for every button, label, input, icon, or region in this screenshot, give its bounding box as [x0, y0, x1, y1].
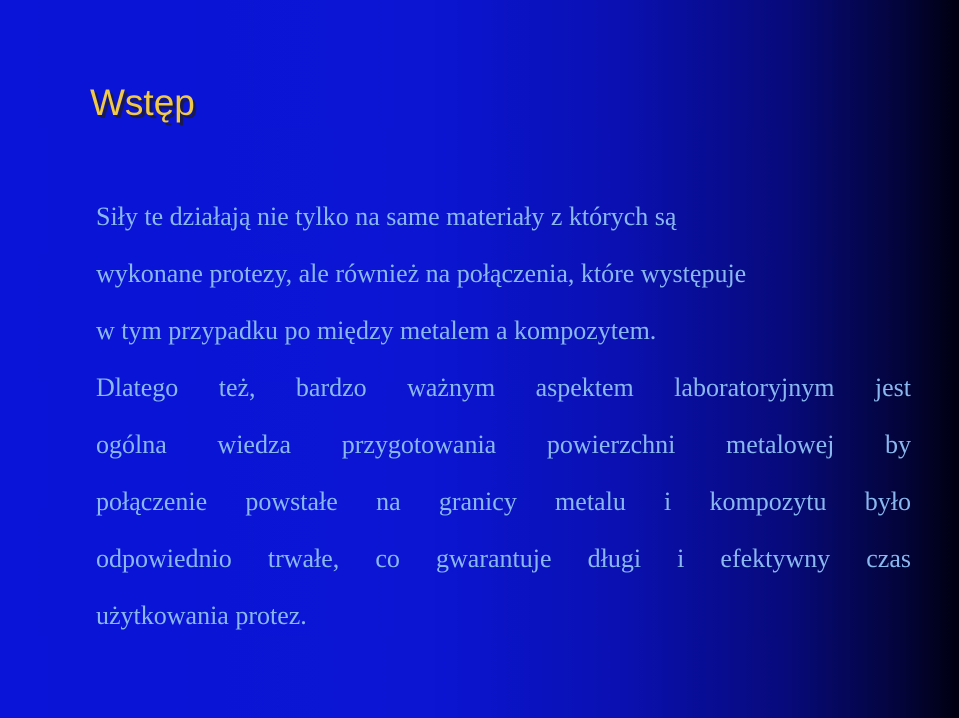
slide-title: Wstęp: [90, 82, 195, 123]
text-line: wykonane protezy, ale również na połączenia, które występuje: [96, 259, 747, 288]
text-line: Siły te działają nie tylko na same materiały z których są: [96, 202, 677, 231]
text-line: w tym przypadku po między metalem a kompozytem.: [96, 316, 657, 345]
text-line: ogólna wiedza przygotowania powierzchni metalowej by: [96, 430, 911, 459]
text-line: połączenie powstałe na granicy metalu i kompozytu było: [96, 487, 911, 516]
text-line: odpowiednio trwałe, co gwarantuje długi i efektywny czas: [96, 544, 911, 573]
slide-body: [96, 188, 911, 644]
text-line: użytkowania protez.: [96, 601, 307, 630]
text-line: Dlatego też, bardzo ważnym aspektem laboratoryjnym jest: [96, 373, 911, 402]
